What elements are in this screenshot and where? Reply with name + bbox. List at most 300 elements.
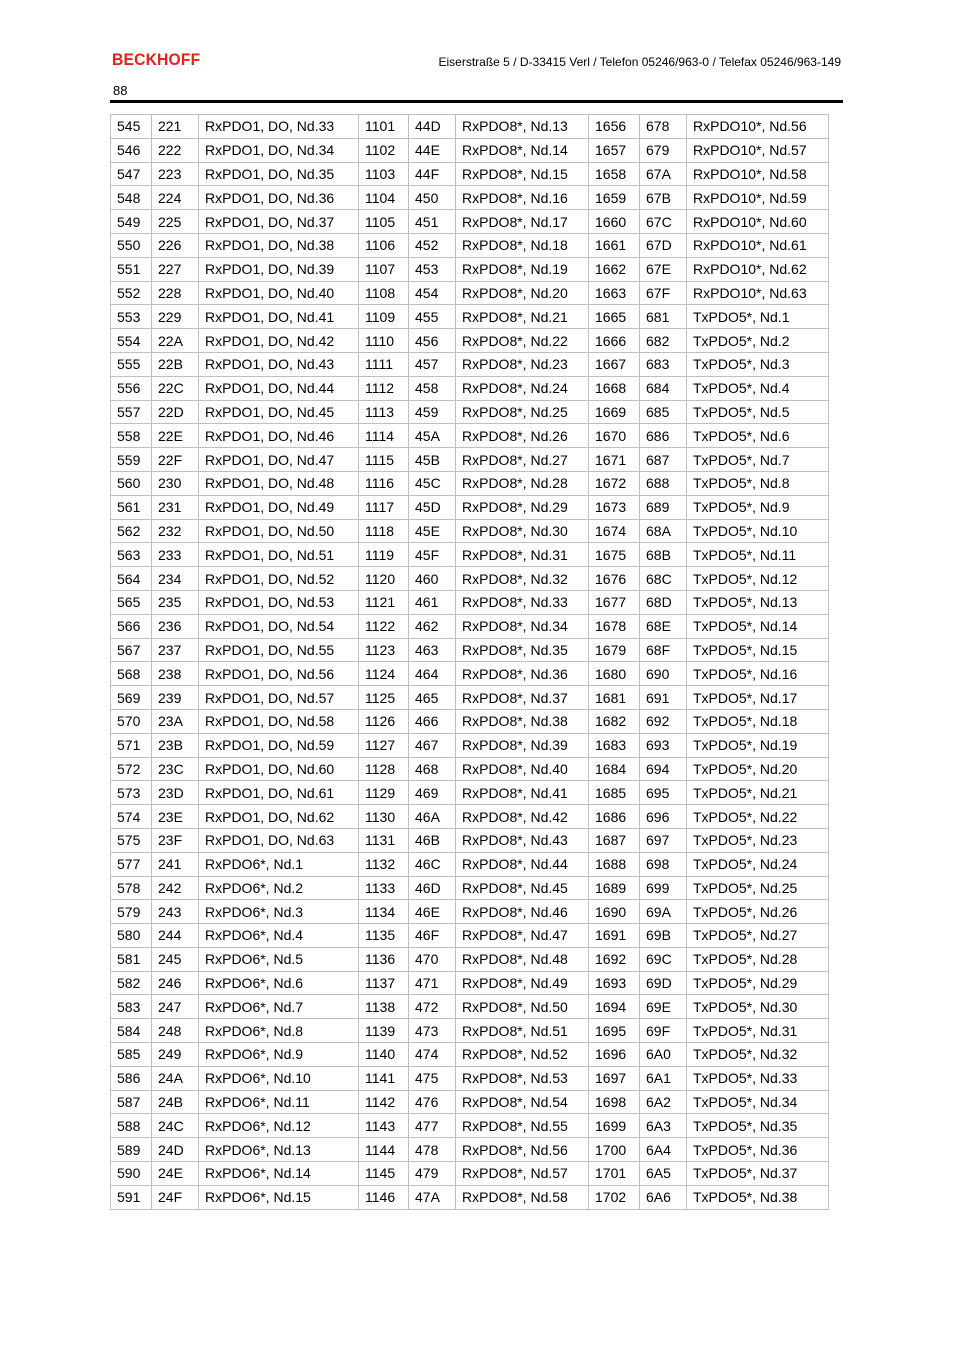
table-cell: 1108 (359, 281, 409, 305)
table-row (111, 781, 829, 805)
table-cell: 471 (409, 971, 456, 995)
table-row (111, 852, 829, 876)
table-cell: 23A (152, 709, 199, 733)
table-row (111, 233, 829, 257)
table-cell: 1666 (589, 329, 640, 353)
table-row (111, 376, 829, 400)
table-row (111, 733, 829, 757)
table-cell: TxPDO5*, Nd.10 (687, 519, 829, 543)
table-cell: RxPDO6*, Nd.12 (199, 1114, 359, 1138)
table-cell: 221 (152, 115, 199, 139)
table-cell: 568 (111, 662, 152, 686)
table-cell: 685 (640, 400, 687, 424)
table-cell: 1107 (359, 257, 409, 281)
table-cell: 23F (152, 828, 199, 852)
table-cell: 547 (111, 162, 152, 186)
table-cell: 249 (152, 1043, 199, 1067)
table-cell: RxPDO1, DO, Nd.39 (199, 257, 359, 281)
table-cell: 684 (640, 376, 687, 400)
table-cell: 1671 (589, 448, 640, 472)
table-cell: 550 (111, 233, 152, 257)
table-cell: 1103 (359, 162, 409, 186)
table-cell: RxPDO1, DO, Nd.51 (199, 543, 359, 567)
table-row (111, 757, 829, 781)
table-row (111, 257, 829, 281)
table-cell: 470 (409, 947, 456, 971)
table-cell: 1105 (359, 210, 409, 234)
table-cell: RxPDO8*, Nd.45 (456, 876, 589, 900)
table-cell: TxPDO5*, Nd.16 (687, 662, 829, 686)
table-cell: RxPDO6*, Nd.9 (199, 1043, 359, 1067)
table-cell: 1658 (589, 162, 640, 186)
table-cell: TxPDO5*, Nd.33 (687, 1066, 829, 1090)
table-cell: 1141 (359, 1066, 409, 1090)
table-cell: TxPDO5*, Nd.37 (687, 1162, 829, 1186)
table-cell: RxPDO6*, Nd.15 (199, 1185, 359, 1209)
table-cell: RxPDO8*, Nd.13 (456, 115, 589, 139)
table-cell: 1688 (589, 852, 640, 876)
table-row (111, 947, 829, 971)
table-cell: 474 (409, 1043, 456, 1067)
table-cell: 477 (409, 1114, 456, 1138)
table-cell: 573 (111, 781, 152, 805)
table-cell: 244 (152, 924, 199, 948)
table-cell: 1656 (589, 115, 640, 139)
table-cell: 567 (111, 638, 152, 662)
table-cell: 1121 (359, 590, 409, 614)
table-cell: 559 (111, 448, 152, 472)
table-row (111, 805, 829, 829)
table-cell: 247 (152, 995, 199, 1019)
table-cell: 6A1 (640, 1066, 687, 1090)
table-cell: 245 (152, 947, 199, 971)
table-row (111, 305, 829, 329)
table-cell: 450 (409, 186, 456, 210)
table-cell: TxPDO5*, Nd.26 (687, 900, 829, 924)
table-row (111, 352, 829, 376)
table-cell: 578 (111, 876, 152, 900)
table-cell: 1661 (589, 233, 640, 257)
table-cell: 479 (409, 1162, 456, 1186)
table-cell: 68F (640, 638, 687, 662)
table-cell: TxPDO5*, Nd.7 (687, 448, 829, 472)
table-cell: 691 (640, 686, 687, 710)
table-cell: 1691 (589, 924, 640, 948)
table-cell: 587 (111, 1090, 152, 1114)
table-cell: 1113 (359, 400, 409, 424)
table-cell: 69E (640, 995, 687, 1019)
table-cell: 22A (152, 329, 199, 353)
table-cell: 692 (640, 709, 687, 733)
table-row (111, 1066, 829, 1090)
table-cell: 1145 (359, 1162, 409, 1186)
page-number: 88 (113, 83, 128, 98)
table-cell: RxPDO1, DO, Nd.55 (199, 638, 359, 662)
table-cell: TxPDO5*, Nd.2 (687, 329, 829, 353)
table-cell: 591 (111, 1185, 152, 1209)
table-cell: TxPDO5*, Nd.4 (687, 376, 829, 400)
table-cell: 688 (640, 471, 687, 495)
table-cell: RxPDO8*, Nd.55 (456, 1114, 589, 1138)
table-cell: TxPDO5*, Nd.14 (687, 614, 829, 638)
table-cell: TxPDO5*, Nd.6 (687, 424, 829, 448)
table-cell: 1702 (589, 1185, 640, 1209)
table-cell: 24B (152, 1090, 199, 1114)
table-cell: 461 (409, 590, 456, 614)
table-cell: 462 (409, 614, 456, 638)
table-cell: RxPDO1, DO, Nd.40 (199, 281, 359, 305)
table-row (111, 614, 829, 638)
table-cell: 453 (409, 257, 456, 281)
table-cell: 222 (152, 138, 199, 162)
table-cell: 68A (640, 519, 687, 543)
table-cell: RxPDO8*, Nd.48 (456, 947, 589, 971)
table-cell: 1694 (589, 995, 640, 1019)
table-cell: 1667 (589, 352, 640, 376)
table-cell: 1670 (589, 424, 640, 448)
table-cell: 1143 (359, 1114, 409, 1138)
table-cell: 234 (152, 567, 199, 591)
table-cell: 467 (409, 733, 456, 757)
table-cell: 1659 (589, 186, 640, 210)
table-cell: 582 (111, 971, 152, 995)
table-cell: 235 (152, 590, 199, 614)
table-cell: 45E (409, 519, 456, 543)
table-cell: RxPDO6*, Nd.3 (199, 900, 359, 924)
table-cell: 46C (409, 852, 456, 876)
table-cell: 1146 (359, 1185, 409, 1209)
table-cell: RxPDO8*, Nd.27 (456, 448, 589, 472)
table-cell: 679 (640, 138, 687, 162)
table-cell: TxPDO5*, Nd.24 (687, 852, 829, 876)
table-cell: RxPDO8*, Nd.20 (456, 281, 589, 305)
table-cell: 1663 (589, 281, 640, 305)
table-cell: RxPDO1, DO, Nd.44 (199, 376, 359, 400)
table-cell: 45C (409, 471, 456, 495)
table-cell: 242 (152, 876, 199, 900)
table-cell: 1112 (359, 376, 409, 400)
table-cell: 466 (409, 709, 456, 733)
table-cell: 455 (409, 305, 456, 329)
table-cell: 1676 (589, 567, 640, 591)
table-cell: 574 (111, 805, 152, 829)
table-cell: RxPDO1, DO, Nd.58 (199, 709, 359, 733)
table-row (111, 424, 829, 448)
table-cell: 1674 (589, 519, 640, 543)
table-cell: RxPDO6*, Nd.13 (199, 1138, 359, 1162)
table-cell: RxPDO8*, Nd.42 (456, 805, 589, 829)
table-cell: RxPDO1, DO, Nd.34 (199, 138, 359, 162)
object-index-table (110, 114, 829, 1210)
table-cell: RxPDO10*, Nd.63 (687, 281, 829, 305)
table-row (111, 567, 829, 591)
table-cell: RxPDO1, DO, Nd.36 (199, 186, 359, 210)
table-cell: 238 (152, 662, 199, 686)
table-cell: 695 (640, 781, 687, 805)
table-cell: TxPDO5*, Nd.25 (687, 876, 829, 900)
table-cell: 696 (640, 805, 687, 829)
table-cell: TxPDO5*, Nd.29 (687, 971, 829, 995)
table-cell: 1114 (359, 424, 409, 448)
table-row (111, 115, 829, 139)
table-cell: 548 (111, 186, 152, 210)
table-cell: 478 (409, 1138, 456, 1162)
table-cell: 44D (409, 115, 456, 139)
table-cell: 24E (152, 1162, 199, 1186)
table-cell: RxPDO6*, Nd.5 (199, 947, 359, 971)
table-cell: 22E (152, 424, 199, 448)
table-cell: 46E (409, 900, 456, 924)
beckhoff-logo: BECKHOFF (112, 50, 201, 69)
table-cell: 1684 (589, 757, 640, 781)
table-cell: 23C (152, 757, 199, 781)
table-cell: 545 (111, 115, 152, 139)
table-cell: 46A (409, 805, 456, 829)
table-cell: 689 (640, 495, 687, 519)
table-cell: 1695 (589, 1019, 640, 1043)
table-cell: RxPDO6*, Nd.6 (199, 971, 359, 995)
table-cell: 47A (409, 1185, 456, 1209)
table-cell: 68E (640, 614, 687, 638)
table-cell: 67C (640, 210, 687, 234)
table-cell: 1122 (359, 614, 409, 638)
table-cell: 1686 (589, 805, 640, 829)
table-cell: RxPDO8*, Nd.43 (456, 828, 589, 852)
table-cell: RxPDO8*, Nd.54 (456, 1090, 589, 1114)
table-row (111, 971, 829, 995)
table-cell: 1139 (359, 1019, 409, 1043)
table-cell: RxPDO8*, Nd.15 (456, 162, 589, 186)
table-cell: RxPDO6*, Nd.2 (199, 876, 359, 900)
table-cell: 1701 (589, 1162, 640, 1186)
table-cell: 585 (111, 1043, 152, 1067)
table-cell: TxPDO5*, Nd.28 (687, 947, 829, 971)
table-cell: 1675 (589, 543, 640, 567)
table-row (111, 1043, 829, 1067)
table-cell: RxPDO1, DO, Nd.61 (199, 781, 359, 805)
table-cell: TxPDO5*, Nd.18 (687, 709, 829, 733)
table-cell: 682 (640, 329, 687, 353)
table-cell: 1128 (359, 757, 409, 781)
table-cell: RxPDO8*, Nd.26 (456, 424, 589, 448)
table-row (111, 162, 829, 186)
table-cell: RxPDO8*, Nd.47 (456, 924, 589, 948)
table-cell: 564 (111, 567, 152, 591)
table-cell: RxPDO6*, Nd.8 (199, 1019, 359, 1043)
table-cell: 1120 (359, 567, 409, 591)
table-cell: 1104 (359, 186, 409, 210)
table-cell: 6A0 (640, 1043, 687, 1067)
header-rule (110, 100, 843, 103)
table-cell: TxPDO5*, Nd.9 (687, 495, 829, 519)
table-cell: 1137 (359, 971, 409, 995)
table-cell: 686 (640, 424, 687, 448)
table-cell: RxPDO6*, Nd.10 (199, 1066, 359, 1090)
table-row (111, 900, 829, 924)
table-cell: 590 (111, 1162, 152, 1186)
table-cell: 1673 (589, 495, 640, 519)
table-cell: 1683 (589, 733, 640, 757)
table-cell: 22B (152, 352, 199, 376)
table-cell: RxPDO8*, Nd.30 (456, 519, 589, 543)
table-cell: 6A4 (640, 1138, 687, 1162)
table-body (111, 115, 829, 1210)
table-cell: 1657 (589, 138, 640, 162)
table-cell: 551 (111, 257, 152, 281)
table-cell: 1134 (359, 900, 409, 924)
table-cell: RxPDO8*, Nd.46 (456, 900, 589, 924)
table-cell: RxPDO1, DO, Nd.48 (199, 471, 359, 495)
table-cell: RxPDO1, DO, Nd.38 (199, 233, 359, 257)
table-cell: 23D (152, 781, 199, 805)
table-cell: RxPDO1, DO, Nd.59 (199, 733, 359, 757)
table-cell: 1119 (359, 543, 409, 567)
table-cell: 68C (640, 567, 687, 591)
table-cell: 225 (152, 210, 199, 234)
table-cell: TxPDO5*, Nd.32 (687, 1043, 829, 1067)
table-row (111, 138, 829, 162)
table-cell: 22D (152, 400, 199, 424)
table-cell: 459 (409, 400, 456, 424)
table-cell: 1138 (359, 995, 409, 1019)
table-cell: 46D (409, 876, 456, 900)
table-cell: TxPDO5*, Nd.13 (687, 590, 829, 614)
table-cell: 681 (640, 305, 687, 329)
table-row (111, 876, 829, 900)
table-cell: 230 (152, 471, 199, 495)
table-cell: 69A (640, 900, 687, 924)
table-cell: 224 (152, 186, 199, 210)
table-cell: 562 (111, 519, 152, 543)
table-cell: 1129 (359, 781, 409, 805)
table-cell: 579 (111, 900, 152, 924)
table-row (111, 924, 829, 948)
table-cell: 69C (640, 947, 687, 971)
table-cell: 22C (152, 376, 199, 400)
table-cell: 46B (409, 828, 456, 852)
table-cell: 556 (111, 376, 152, 400)
table-cell: 45D (409, 495, 456, 519)
table-cell: 1142 (359, 1090, 409, 1114)
table-cell: 1111 (359, 352, 409, 376)
table-cell: 1126 (359, 709, 409, 733)
table-cell: 693 (640, 733, 687, 757)
table-cell: 227 (152, 257, 199, 281)
table-cell: 44F (409, 162, 456, 186)
table-cell: RxPDO1, DO, Nd.33 (199, 115, 359, 139)
table-row (111, 448, 829, 472)
table-row (111, 1090, 829, 1114)
table-cell: RxPDO1, DO, Nd.46 (199, 424, 359, 448)
table-cell: 569 (111, 686, 152, 710)
table-cell: 243 (152, 900, 199, 924)
table-cell: 1689 (589, 876, 640, 900)
table-cell: 6A2 (640, 1090, 687, 1114)
company-address: Eiserstraße 5 / D-33415 Verl / Telefon 05246/963-0 / Telefax 05246/963-149 (438, 55, 841, 69)
table-cell: 549 (111, 210, 152, 234)
table-cell: RxPDO8*, Nd.34 (456, 614, 589, 638)
table-row (111, 686, 829, 710)
table-cell: RxPDO1, DO, Nd.50 (199, 519, 359, 543)
table-cell: 588 (111, 1114, 152, 1138)
table-cell: 558 (111, 424, 152, 448)
table-cell: 1699 (589, 1114, 640, 1138)
table-cell: RxPDO6*, Nd.14 (199, 1162, 359, 1186)
table-cell: 678 (640, 115, 687, 139)
table-cell: TxPDO5*, Nd.31 (687, 1019, 829, 1043)
table-cell: TxPDO5*, Nd.35 (687, 1114, 829, 1138)
table-cell: 553 (111, 305, 152, 329)
table-cell: 460 (409, 567, 456, 591)
table-cell: RxPDO8*, Nd.51 (456, 1019, 589, 1043)
table-row (111, 1162, 829, 1186)
table-cell: 454 (409, 281, 456, 305)
table-cell: 1685 (589, 781, 640, 805)
table-row (111, 995, 829, 1019)
table-cell: 24D (152, 1138, 199, 1162)
table-cell: 1130 (359, 805, 409, 829)
table-row (111, 1185, 829, 1209)
table-cell: RxPDO10*, Nd.58 (687, 162, 829, 186)
table-cell: 565 (111, 590, 152, 614)
table-cell: 456 (409, 329, 456, 353)
table-cell: RxPDO8*, Nd.21 (456, 305, 589, 329)
table-cell: TxPDO5*, Nd.15 (687, 638, 829, 662)
table-cell: RxPDO8*, Nd.56 (456, 1138, 589, 1162)
table-cell: 1144 (359, 1138, 409, 1162)
table-cell: 1669 (589, 400, 640, 424)
table-cell: RxPDO10*, Nd.59 (687, 186, 829, 210)
table-cell: 589 (111, 1138, 152, 1162)
table-cell: RxPDO8*, Nd.53 (456, 1066, 589, 1090)
table-cell: TxPDO5*, Nd.11 (687, 543, 829, 567)
table-cell: 1693 (589, 971, 640, 995)
table-row (111, 709, 829, 733)
table-cell: 473 (409, 1019, 456, 1043)
table-cell: RxPDO8*, Nd.58 (456, 1185, 589, 1209)
table-cell: TxPDO5*, Nd.1 (687, 305, 829, 329)
table-cell: 571 (111, 733, 152, 757)
table-cell: 69F (640, 1019, 687, 1043)
table-row (111, 495, 829, 519)
table-cell: TxPDO5*, Nd.19 (687, 733, 829, 757)
table-cell: RxPDO10*, Nd.61 (687, 233, 829, 257)
table-cell: RxPDO8*, Nd.17 (456, 210, 589, 234)
table-cell: RxPDO1, DO, Nd.63 (199, 828, 359, 852)
table-row (111, 519, 829, 543)
table-cell: 1682 (589, 709, 640, 733)
table-cell: 1140 (359, 1043, 409, 1067)
table-row (111, 1138, 829, 1162)
table-cell: 1118 (359, 519, 409, 543)
table-cell: TxPDO5*, Nd.12 (687, 567, 829, 591)
table-cell: 1687 (589, 828, 640, 852)
table-cell: 69B (640, 924, 687, 948)
table-cell: 23B (152, 733, 199, 757)
table-cell: RxPDO6*, Nd.7 (199, 995, 359, 1019)
table-cell: RxPDO8*, Nd.18 (456, 233, 589, 257)
table-cell: 1135 (359, 924, 409, 948)
table-cell: 1677 (589, 590, 640, 614)
table-cell: 1696 (589, 1043, 640, 1067)
table-cell: 472 (409, 995, 456, 1019)
table-cell: 457 (409, 352, 456, 376)
table-cell: RxPDO8*, Nd.33 (456, 590, 589, 614)
table-cell: 68D (640, 590, 687, 614)
table-cell: TxPDO5*, Nd.22 (687, 805, 829, 829)
table-cell: 67E (640, 257, 687, 281)
table-row (111, 471, 829, 495)
